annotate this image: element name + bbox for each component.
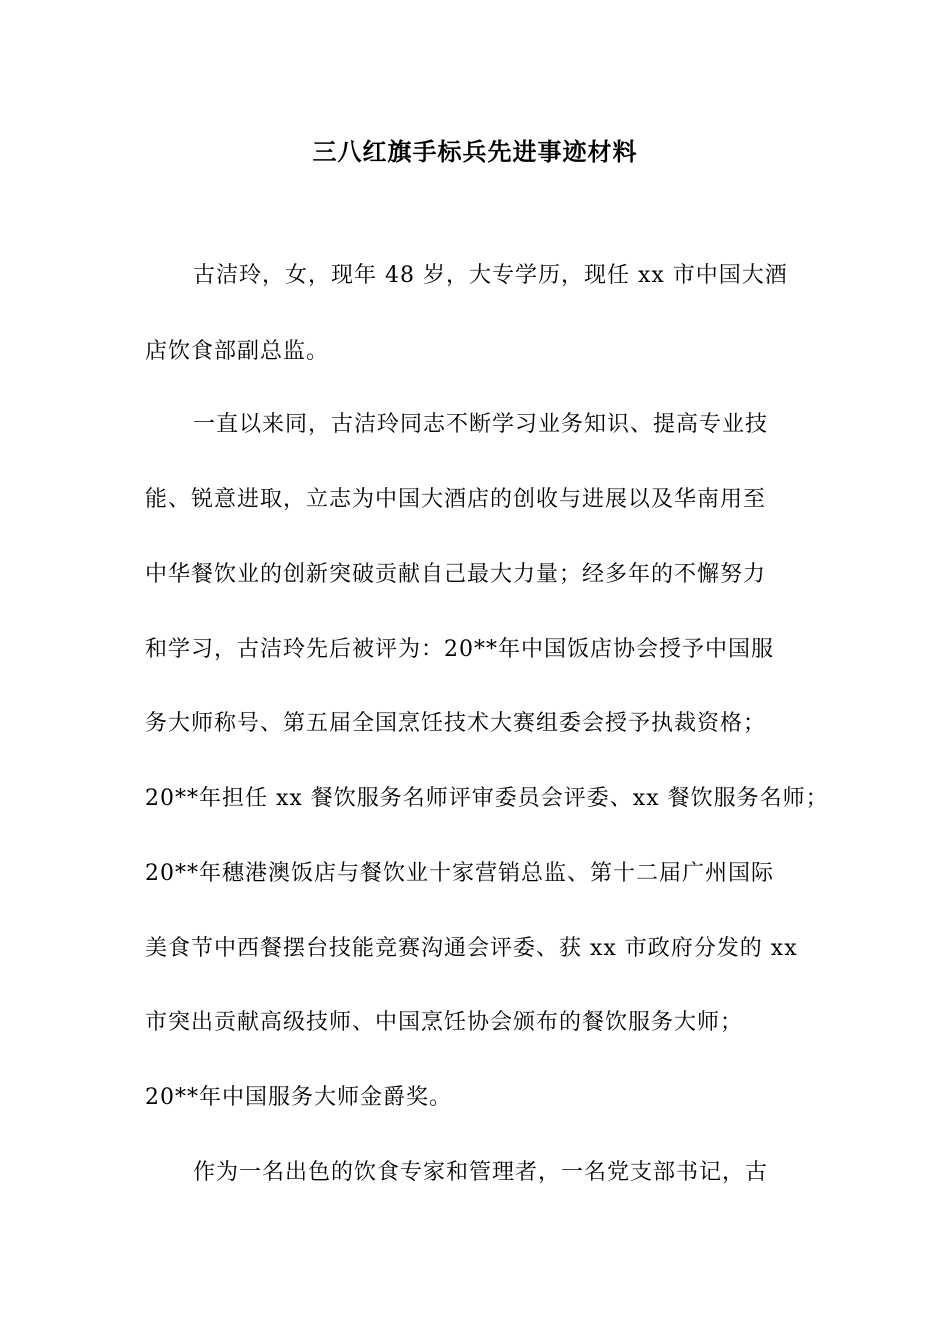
paragraph-2-line-2: 能、锐意进取，立志为中国大酒店的创收与进展以及华南用至 (145, 487, 767, 512)
paragraph-2-line-4: 和学习，古洁玲先后被评为：20**年中国饭店协会授予中国服 (145, 637, 774, 662)
paragraph-1-line-2: 店饮食部副总监。 (145, 339, 330, 364)
paragraph-3-line-1: 作为一名出色的饮食专家和管理者，一名党支部书记，古 (193, 1160, 769, 1185)
paragraph-2-line-10: 20**年中国服务大师金爵奖。 (145, 1085, 452, 1110)
paragraph-2-line-5: 务大师称号、第五届全国烹饪技术大赛组委会授予执裁资格； (145, 711, 767, 736)
paragraph-2-line-7: 20**年穗港澳饭店与餐饮业十家营销总监、第十二届广州国际 (145, 861, 774, 886)
paragraph-2-line-9: 市突出贡献高级技师、中国烹饪协会颁布的餐饮服务大师； (145, 1010, 744, 1035)
paragraph-2-line-6: 20**年担任 xx 餐饮服务名师评审委员会评委、xx 餐饮服务名师； (145, 786, 829, 811)
paragraph-1-line-1: 古洁玲，女，现年 48 岁，大专学历，现任 xx 市中国大酒 (193, 263, 788, 288)
paragraph-2-line-8: 美食节中西餐摆台技能竞赛沟通会评委、获 xx 市政府分发的 xx (145, 936, 798, 961)
document-title: 三八红旗手标兵先进事迹材料 (312, 138, 638, 166)
paragraph-2-line-3: 中华餐饮业的创新突破贡献自己最大力量；经多年的不懈努力 (145, 562, 767, 587)
paragraph-2-line-1: 一直以来同，古洁玲同志不断学习业务知识、提高专业技 (193, 412, 769, 437)
